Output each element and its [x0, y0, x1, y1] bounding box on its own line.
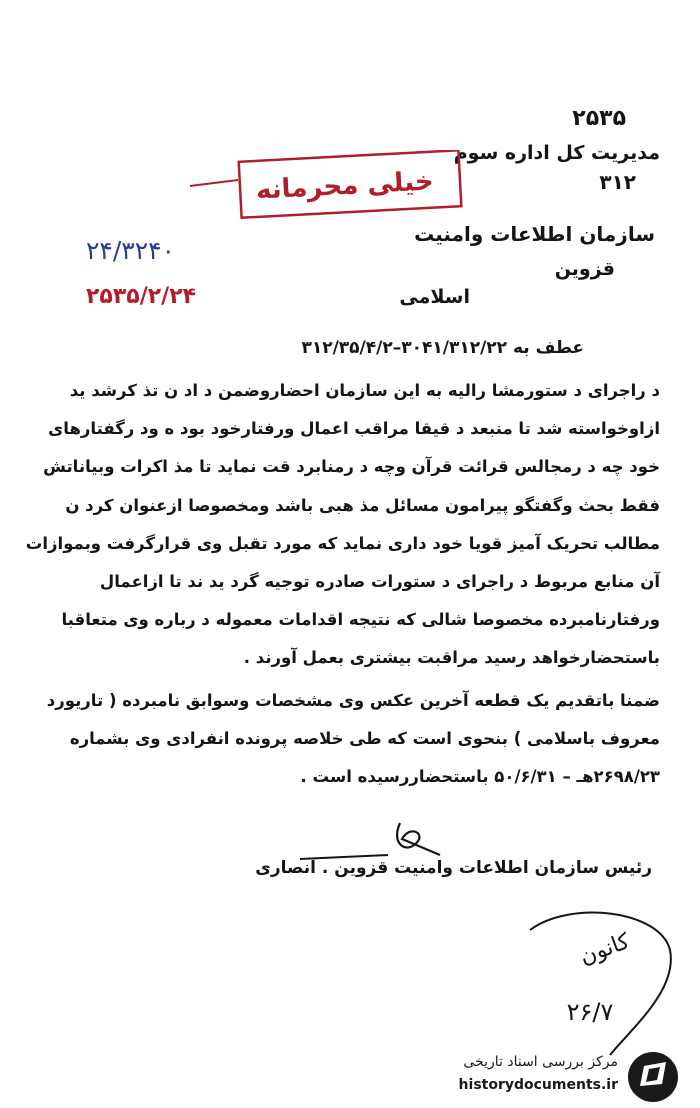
recipient-city: قزوین — [554, 258, 615, 280]
classification-stamp — [180, 150, 470, 220]
watermark-logo-icon — [626, 1050, 680, 1104]
body-line: ضمنا باتقدیم یک قطعه آخرین عکس وی مشخصات وسوابق نامبرده ( تاریورد — [46, 690, 660, 710]
handwritten-note — [510, 890, 690, 1060]
body-line: خود چه د رمجالس قرائت قرآن وچه د رمنابرد قت نماید تا مذ اکرات وبیاناتش — [43, 457, 660, 477]
registration-date: ۲۵۳۵/۲/۲۴ — [86, 284, 197, 309]
letter-number: ۲۵۳۵ — [572, 106, 626, 131]
stamp-text: خیلی محرمانه — [255, 166, 435, 206]
body-line: مطالب تحریک آمیز قویا خود داری نماید که مورد تقبل وی قرارگرفت وبموازات — [25, 533, 660, 553]
body-line: باستحضارخواهد رسید مراقبت بیشتری بعمل آورند . — [243, 648, 660, 668]
salutation: اسلامی — [399, 286, 470, 308]
signature-line: رئیس سازمان اطلاعات وامنیت قزوین . انصاری — [255, 858, 652, 878]
body-line: ورفتارنامبرده مخصوصا شالی که نتیجه اقدامات معموله د رباره وی متعاقبا — [61, 610, 660, 630]
body-line: د راجرای د ستورمشا رالیه به این سازمان احضاروضمن د اد ن تذ کرشد ید — [69, 381, 660, 400]
body-line: آن منابع مربوط د راجرای د ستورات صادره توجیه گرد ید ند تا ازاعمال — [99, 572, 660, 592]
handwritten-number: ۲۴/۳۲۴۰ — [86, 236, 175, 265]
watermark-url: historydocuments.ir — [458, 1077, 618, 1093]
body-line: ۲۶۹۸/۲۳هـ – ۵۰/۶/۳۱ باستحضاررسیده است . — [300, 767, 660, 787]
reference-line: عطف به ۳۰۴۱/۳۱۲/۲۲–۳۱۲/۳۵/۴/۲ — [301, 338, 584, 358]
department-line: مدیریت کل اداره سوم — [453, 142, 660, 164]
body-line: معروف باسلامی ) بنحوی است که طی خلاصه پرونده انفرادی وی بشماره — [69, 728, 660, 748]
body-line: ازاوخواسته شد تا منبعد د قیقا مراقب اعمال ورفتارخود بود ه ود رگفتارهای — [48, 419, 660, 439]
note-date: ۲۶/۷ — [566, 998, 614, 1026]
note-word: کانون — [576, 929, 633, 970]
watermark-persian: مرکز بررسی اسناد تاریخی — [463, 1054, 618, 1070]
department-number: ۳۱۲ — [599, 170, 636, 194]
recipient-organization: سازمان اطلاعات وامنیت — [414, 222, 655, 246]
letter-body — [25, 372, 660, 796]
body-line: فقط بحث وگفتگو پیرامون مسائل مذ هبی باشد ومخصوصا ازعنوان کرد ن — [65, 495, 660, 515]
